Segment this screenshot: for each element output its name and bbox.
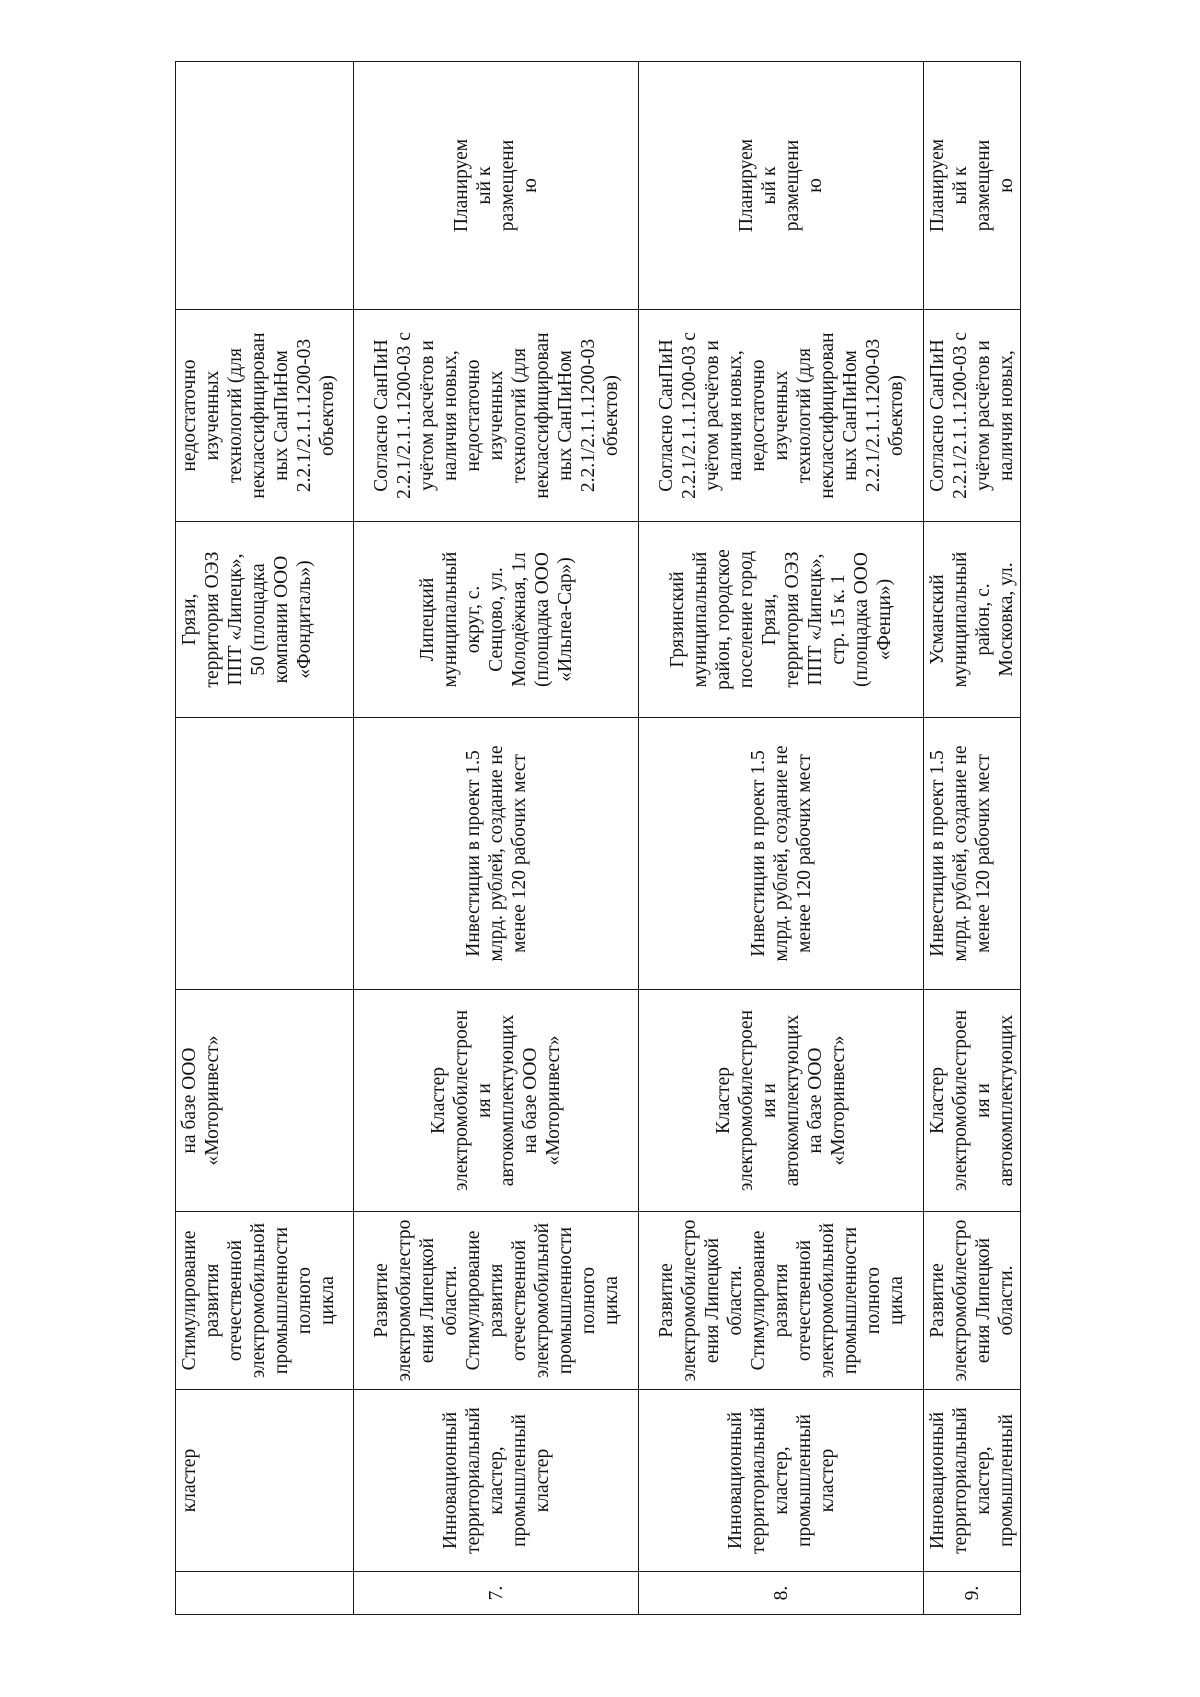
cluster-status	[176, 62, 354, 310]
cluster-location: Грязинский муниципальный район, городское поселение город Грязи, территория ОЭЗ ППТ «Липецк», стр. 15 к. 1 (площадка ООО «Фенци»)	[639, 522, 924, 718]
cluster-indicators: Инвестиции в проект 1.5 млрд. рублей, создание не менее 120 рабочих мест	[924, 718, 1021, 990]
cluster-restrictions: недостаточно изученных технологий (для неклассифицирован ных СанПиНом 2.2.1/2.1.1.1200-03 объектов)	[176, 310, 354, 522]
cluster-location: Липецкий муниципальный округ, с. Сенцово, ул. Молодёжная, 1л (площадка ООО «Ильпеа-Сар»)	[354, 522, 639, 718]
cluster-location: Грязи, территория ОЭЗ ППТ «Липецк», 50 (площадка компании ООО «Фондиталь»)	[176, 522, 354, 718]
cluster-goal: Развитие электромобилестро ения Липецкой области.	[924, 1212, 1021, 1390]
cluster-type: Инновационный территориальный кластер, промышленный кластер	[354, 1390, 639, 1572]
cluster-restrictions: Согласно СанПиН 2.2.1/2.1.1.1200-03 с учётом расчётов и наличия новых, недостаточно изученных технологий (для неклассифицирован ных СанПиНом 2.2.1/2.1.1.1200-03 объектов)	[354, 310, 639, 522]
cluster-indicators	[176, 718, 354, 990]
cluster-status: Планируем ый к размещени ю	[924, 62, 1021, 310]
cluster-name: Кластер электромобилестроен ия и автокомплектующих на базе ООО «Моторинвест»	[354, 990, 639, 1212]
rotated-document-page	[175, 62, 1017, 1615]
cluster-type: Инновационный территориальный кластер, промышленный кластер	[639, 1390, 924, 1572]
cluster-goal: Стимулирование развития отечественной электромобильной промышленности полного цикла	[176, 1212, 354, 1390]
row-number: 9.	[924, 1572, 1021, 1615]
cluster-status: Планируем ый к размещени ю	[354, 62, 639, 310]
cluster-restrictions: Согласно СанПиН 2.2.1/2.1.1.1200-03 с учётом расчётов и наличия новых, недостаточно изученных технологий (для неклассифицирован ных СанПиНом 2.2.1/2.1.1.1200-03 объектов)	[639, 310, 924, 522]
cluster-type: кластер	[176, 1390, 354, 1572]
table-row	[176, 62, 354, 1615]
row-number	[176, 1572, 354, 1615]
row-number: 7.	[354, 1572, 639, 1615]
row-number: 8.	[639, 1572, 924, 1615]
cluster-restrictions: Согласно СанПиН 2.2.1/2.1.1.1200-03 с учётом расчётов и наличия новых,	[924, 310, 1021, 522]
cluster-name: Кластер электромобилестроен ия и автокомплектующих	[924, 990, 1021, 1212]
cluster-indicators: Инвестиции в проект 1.5 млрд. рублей, создание не менее 120 рабочих мест	[354, 718, 639, 990]
cluster-goal: Развитие электромобилестро ения Липецкой области. Стимулирование развития отечественной электромобильной промышленности полного цикла	[639, 1212, 924, 1390]
table-row	[354, 62, 639, 1615]
cluster-table	[175, 61, 1021, 1615]
cluster-indicators: Инвестиции в проект 1.5 млрд. рублей, создание не менее 120 рабочих мест	[639, 718, 924, 990]
table-row	[924, 62, 1021, 1615]
cluster-status: Планируем ый к размещени ю	[639, 62, 924, 310]
table-row	[639, 62, 924, 1615]
cluster-type: Инновационный территориальный кластер, промышленный	[924, 1390, 1021, 1572]
cluster-name: на базе ООО «Моторинвест»	[176, 990, 354, 1212]
cluster-location: Усманский муниципальный район, с. Московка, ул.	[924, 522, 1021, 718]
cluster-name: Кластер электромобилестроен ия и автокомплектующих на базе ООО «Моторинвест»	[639, 990, 924, 1212]
cluster-goal: Развитие электромобилестро ения Липецкой области. Стимулирование развития отечественной электромобильной промышленности полного цикла	[354, 1212, 639, 1390]
